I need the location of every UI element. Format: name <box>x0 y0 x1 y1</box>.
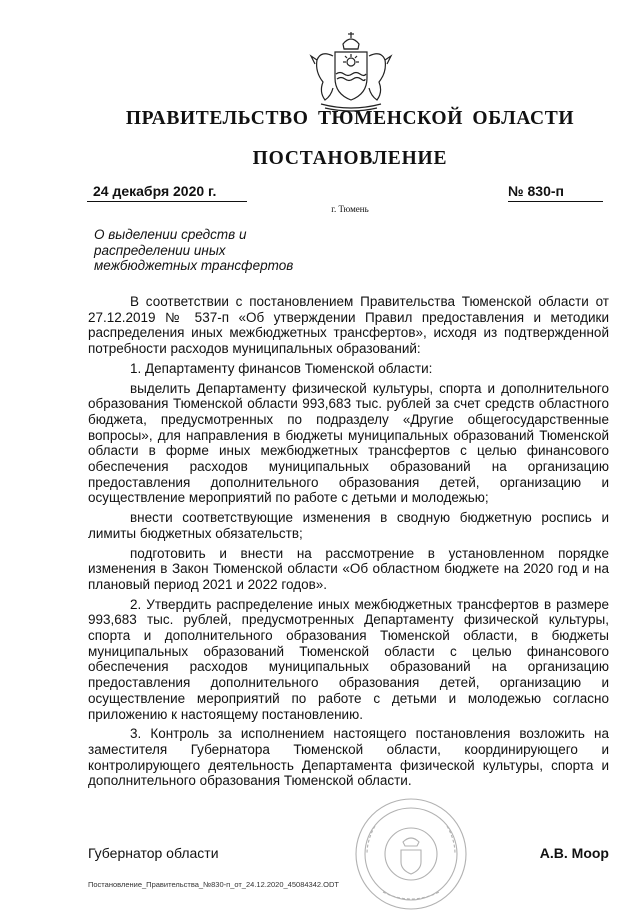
document-type: ПОСТАНОВЛЕНИЕ <box>252 148 448 169</box>
document-date-field <box>87 183 247 202</box>
subject-line: О выделении средств и <box>94 227 247 242</box>
clause-2-paragraph: 2. Утвердить распределение иных межбюджетных трансфертов в размере 993,683 тыс. рублей, предусмотренных Департаменту физической культуры, спорта и дополнительного образования Тюменской области, в бюджеты муниципальных образований Тюменской области с целью финансового обеспечения расходов муниципальных образований на организацию предоставления дополнительного образования детей, организацию и осуществление мероприятий по работе с детьми и молодежью согласно приложению к настоящему постановлению. <box>88 596 609 722</box>
document-city: г. Тюмень <box>331 204 369 214</box>
document-body <box>88 294 609 793</box>
clause-1-budget-changes: внести соответствующие изменения в сводную бюджетную роспись и лимиты бюджетных обязательств; <box>88 510 609 541</box>
signatory-role: Губернатор области <box>88 845 219 861</box>
document-number: № 830-п <box>508 183 564 199</box>
subject-line: межбюджетных трансфертов <box>94 258 294 273</box>
document-number-field <box>508 183 603 202</box>
preamble-paragraph: В соответствии с постановлением Правительства Тюменской области от 27.12.2019 № 537-п «Об утверждении Правил предоставления и методики распределения иных межбюджетных трансфертов», исходя из подтвержденной потребности расходов муниципальных образований: <box>88 294 609 357</box>
signatory-name: А.В. Моор <box>539 845 609 861</box>
subject-line: распределении иных <box>94 242 226 258</box>
clause-1-law-amendment: подготовить и внести на рассмотрение в установленном порядке изменения в Закон Тюменской области «Об областном бюджете на 2020 год и на плановый период 2021 и 2022 годов». <box>88 545 609 592</box>
footer-filename: Постановление_Правительства_№830-п_от_24.12.2020_45084342.ODT <box>88 880 339 889</box>
clause-1-heading: 1. Департаменту финансов Тюменской области: <box>130 360 433 376</box>
clause-3-paragraph: 3. Контроль за исполнением настоящего постановления возложить на заместителя Губернатора Тюменской области, координирующего и контролирующего деятельность Департамента физической культуры, спорта и дополнительного образования Тюменской области. <box>88 726 609 789</box>
clause-1-allocate: выделить Департаменту физической культуры, спорта и дополнительного образования Тюменской области 993,683 тыс. рублей за счет средств областного бюджета, предусмотренных по подразделу «Другие общегосударственные вопросы», для направления в бюджеты муниципальных образований Тюменской области в форме иных межбюджетных трансфертов с целью финансового обеспечения расходов муниципальных образований на организацию предоставления дополнительного образования детей, организацию и осуществление мероприятий по работе с детьми и молодежью; <box>88 380 609 506</box>
government-title: ПРАВИТЕЛЬСТВО ТЮМЕНСКОЙ ОБЛАСТИ <box>125 108 575 129</box>
document-date: 24 декабря 2020 г. <box>93 183 217 199</box>
official-stamp-icon <box>353 796 469 912</box>
document-subject <box>94 227 334 274</box>
tyumen-coat-of-arms-icon <box>303 30 399 112</box>
